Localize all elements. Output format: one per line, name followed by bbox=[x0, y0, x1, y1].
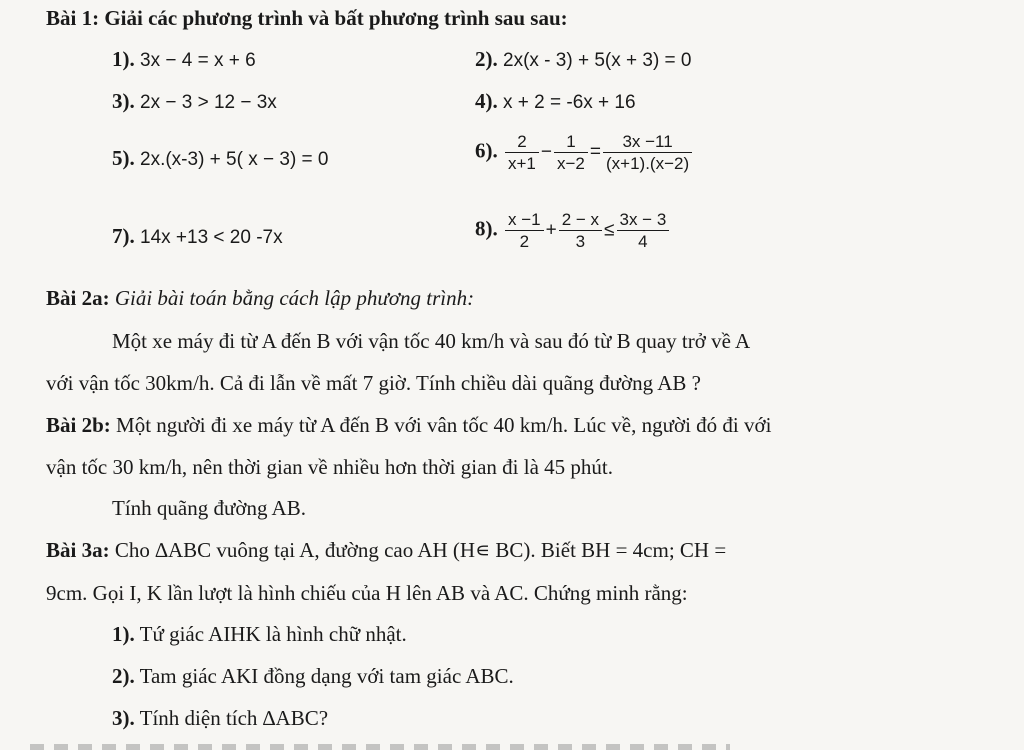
fraction bbox=[603, 133, 692, 172]
bai1-item-5 bbox=[112, 148, 329, 169]
operator: − bbox=[540, 141, 552, 163]
item-number: 1). bbox=[112, 47, 135, 71]
inequality: 2x − 3 > 12 − 3x bbox=[140, 92, 277, 113]
numerator: 3x − 3 bbox=[617, 211, 670, 231]
bai2b-line-2: vận tốc 30 km/h, nên thời gian về nhiều hơn thời gian đi là 45 phút. bbox=[46, 455, 613, 479]
numerator: 3x −11 bbox=[603, 133, 692, 153]
bai1-heading: Bài 1: bbox=[46, 6, 100, 30]
bai2b-line-1 bbox=[46, 415, 771, 436]
item-number: 7). bbox=[112, 224, 135, 248]
bai3a-line-1 bbox=[46, 540, 726, 561]
item-text: Tứ giác AIHK là hình chữ nhật. bbox=[139, 622, 407, 646]
operator: = bbox=[589, 141, 601, 163]
bai2a-line-1: Một xe máy đi từ A đến B với vận tốc 40 km/h và sau đó từ B quay trở về A bbox=[112, 329, 751, 353]
item-number: 3). bbox=[112, 89, 135, 113]
denominator: 2 bbox=[519, 232, 530, 251]
denominator: 4 bbox=[638, 232, 648, 251]
fraction bbox=[505, 211, 544, 250]
bai3a-heading: Bài 3a: bbox=[46, 538, 110, 562]
item-number: 5). bbox=[112, 146, 135, 170]
bai1-item-6 bbox=[475, 133, 694, 172]
item-number: 2). bbox=[475, 47, 498, 71]
item-number: 1). bbox=[112, 622, 135, 646]
item-number: 3). bbox=[112, 706, 135, 730]
cropped-next-line bbox=[30, 744, 730, 750]
bai3a-item-3 bbox=[112, 708, 328, 729]
bai2b-heading: Bài 2b: bbox=[46, 413, 111, 437]
bai3a-item-2 bbox=[112, 666, 514, 687]
item-number: 6). bbox=[475, 138, 498, 163]
numerator: 2 bbox=[505, 133, 539, 153]
item-number: 2). bbox=[112, 664, 135, 688]
bai2b-text: Một người đi xe máy từ A đến B với vân tốc 40 km/h. Lúc về, người đó đi với bbox=[116, 413, 772, 437]
bai1-intro: Giải các phương trình và bất phương trình sau sau: bbox=[104, 6, 568, 30]
bai1-item-3 bbox=[112, 91, 277, 112]
fraction bbox=[617, 211, 670, 250]
bai2b-line-3: Tính quãng đường AB. bbox=[112, 496, 306, 520]
equation: 3x − 4 = x + 6 bbox=[140, 50, 256, 71]
bai1-title bbox=[46, 8, 568, 29]
bai2a-title bbox=[46, 288, 474, 309]
item-text: Tam giác AKI đồng dạng với tam giác ABC. bbox=[139, 664, 514, 688]
bai2a-heading: Bài 2a: bbox=[46, 286, 110, 310]
bai1-item-7 bbox=[112, 226, 283, 247]
bai2a-subtitle: Giải bài toán bằng cách lập phương trình: bbox=[114, 286, 475, 310]
fraction bbox=[559, 211, 602, 250]
denominator: x+1 bbox=[508, 154, 536, 173]
denominator: x−2 bbox=[557, 154, 585, 173]
denominator: 3 bbox=[575, 232, 586, 251]
equation: x + 2 = -6x + 16 bbox=[503, 92, 636, 113]
bai1-item-2 bbox=[475, 49, 692, 70]
item-text: Tính diện tích ∆ABC? bbox=[139, 706, 329, 730]
equation: 2x.(x-3) + 5( x − 3) = 0 bbox=[140, 149, 329, 170]
bai1-item-8 bbox=[475, 211, 671, 250]
numerator: 2 − x bbox=[559, 211, 602, 231]
fraction bbox=[554, 133, 588, 172]
bai1-item-1 bbox=[112, 49, 256, 70]
item-number: 4). bbox=[475, 89, 498, 113]
bai2a-line-2: với vận tốc 30km/h. Cả đi lẫn về mất 7 giờ. Tính chiều dài quãng đường AB ? bbox=[46, 371, 701, 395]
bai3a-text: Cho ∆ABC vuông tại A, đường cao AH (H∊ BC). Biết BH = 4cm; CH = bbox=[114, 538, 727, 562]
bai3a-item-1 bbox=[112, 624, 407, 645]
item-number: 8). bbox=[475, 216, 498, 241]
operator: + bbox=[545, 219, 557, 241]
fraction bbox=[505, 133, 539, 172]
bai3a-line-2: 9cm. Gọi I, K lần lượt là hình chiếu của H lên AB và AC. Chứng minh rằng: bbox=[46, 581, 688, 605]
numerator: 1 bbox=[554, 133, 588, 153]
inequality: 14x +13 < 20 -7x bbox=[140, 227, 283, 248]
bai1-item-4 bbox=[475, 91, 636, 112]
operator: ≤ bbox=[604, 219, 615, 241]
numerator: x −1 bbox=[505, 211, 544, 231]
equation: 2x(x - 3) + 5(x + 3) = 0 bbox=[503, 50, 692, 71]
denominator: (x+1).(x−2) bbox=[606, 154, 690, 173]
